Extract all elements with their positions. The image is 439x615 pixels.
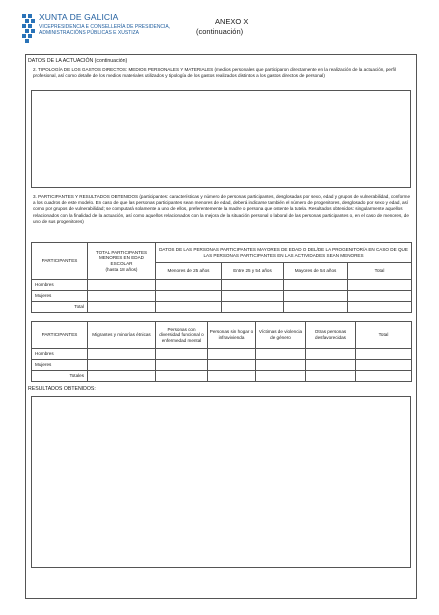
- t2-cell[interactable]: [156, 360, 208, 371]
- t2-cell[interactable]: [256, 349, 306, 360]
- t2-cell[interactable]: [208, 349, 256, 360]
- t1-total-minors-range: (hasta 18 años): [105, 266, 138, 272]
- t2-col-homeless: Personas sin hogar o infravivienda: [208, 322, 256, 349]
- t1-row-total: Total: [32, 302, 88, 313]
- t1-cell[interactable]: [222, 302, 284, 313]
- t2-cell[interactable]: [356, 360, 412, 371]
- t2-cell[interactable]: [306, 349, 356, 360]
- t1-cell[interactable]: [222, 280, 284, 291]
- annex-title: ANEXO X: [215, 17, 249, 26]
- t2-cell[interactable]: [256, 360, 306, 371]
- t1-group-header: DATOS DE LAS PERSONAS PARTICIPANTES MAYORES DE EDAD O DEL/DE LA PROGENITOR/A EN CASO DE QUE LAS PERSONAS PARTICIPANTES EN LAS ACTIVIDADES SEAN MENORES: [156, 243, 412, 263]
- t1-cell[interactable]: [156, 302, 222, 313]
- t1-cell[interactable]: [348, 302, 412, 313]
- t1-col-total: Total: [348, 263, 412, 280]
- section-title: DATOS DE LA ACTUACIÓN (continuación): [28, 58, 128, 64]
- item3-description: 3. PARTICIPANTES Y RESULTADOS OBTENIDOS (participantes: características y número de personas participantes, desglosadas por sexo, edad y grupos de vulnerabilidad, conforme a los cuadros de este modelo. En caso de que las personas participantes sean menores de edad, deberá indicarse también el número de progenitores, desglosado por sexo y edad, así como por grupos de vulnerabilidad; se computará solamente a uno de ellos, preferentemente la madre o persona que ostente la tutela. Resultados obtenidos: singularmente aquellos relacionados con la finalidad de la actuación, así como aquellos relacionados con la mejora de la situación personal o laboral de las personas participantes o, en el caso de menores, de uno de sus progenitores): [33, 194, 411, 224]
- t1-col-25-54: Entre 25 y 54 años: [222, 263, 284, 280]
- t1-cell[interactable]: [156, 291, 222, 302]
- t2-cell[interactable]: [208, 360, 256, 371]
- t2-col-disability: Personas con diversidad funcional o enfermedad mental: [156, 322, 208, 349]
- t2-row-total: Totales: [32, 371, 88, 382]
- org-name: XUNTA DE GALICIA: [39, 12, 119, 22]
- t2-cell[interactable]: [256, 371, 306, 382]
- t2-header-participants: PARTICIPANTES: [32, 322, 88, 349]
- t1-cell[interactable]: [348, 280, 412, 291]
- t1-cell[interactable]: [156, 280, 222, 291]
- results-label: RESULTADOS OBTENIDOS:: [28, 386, 96, 392]
- item2-description: 2. TIPOLOGÍA DE LOS GASTOS DIRECTOS: MEDIOS PERSONALES Y MATERIALES (medios personales que participaron directamente en la realización de la actuación, perfil profesional, así como detalle de los medios materiales utilizados y tipología de los gastos realizados distintos a los gastos directos de personal): [33, 67, 396, 79]
- t2-cell[interactable]: [356, 349, 412, 360]
- t1-header-total-minors: [88, 243, 156, 280]
- t1-col-over54: Mayores de 54 años: [284, 263, 348, 280]
- t1-cell[interactable]: [284, 302, 348, 313]
- org-subtitle: VICEPRESIDENCIA E CONSELLERÍA DE PRESIDENCIA, ADMINISTRACIÓNS PÚBLICAS E XUSTIZA: [39, 24, 171, 36]
- t2-cell[interactable]: [88, 371, 156, 382]
- t2-cell[interactable]: [156, 349, 208, 360]
- t2-cell[interactable]: [156, 371, 208, 382]
- t1-cell[interactable]: [222, 291, 284, 302]
- t1-cell[interactable]: [88, 291, 156, 302]
- t2-col-migrants: Migrantes y minorías étnicas: [88, 322, 156, 349]
- t1-header-participants: PARTICIPANTES: [32, 243, 88, 280]
- participants-age-table: [31, 242, 412, 313]
- t2-col-others: Otras personas desfavorecidas: [306, 322, 356, 349]
- t1-cell[interactable]: [348, 291, 412, 302]
- t1-cell[interactable]: [88, 280, 156, 291]
- t1-row-men: Hombres: [32, 280, 88, 291]
- t1-cell[interactable]: [284, 280, 348, 291]
- xunta-logo-icon: [22, 14, 35, 44]
- expenses-textarea[interactable]: [31, 90, 411, 188]
- t2-col-violence: Víctimas de violencia de género: [256, 322, 306, 349]
- t2-cell[interactable]: [208, 371, 256, 382]
- participants-vulnerability-table: [31, 321, 412, 382]
- t1-total-minors-label: TOTAL PARTICIPANTES MENORES EN EDAD ESCOLAR: [95, 249, 148, 266]
- t1-cell[interactable]: [88, 302, 156, 313]
- t2-row-women: Mujeres: [32, 360, 88, 371]
- t1-row-women: Mujeres: [32, 291, 88, 302]
- results-textarea[interactable]: [31, 396, 411, 568]
- t2-cell[interactable]: [306, 371, 356, 382]
- annex-subtitle: (continuación): [196, 27, 244, 36]
- t2-cell[interactable]: [306, 360, 356, 371]
- t2-row-men: Hombres: [32, 349, 88, 360]
- t2-cell[interactable]: [88, 349, 156, 360]
- t1-col-under25: Menores de 25 años: [156, 263, 222, 280]
- t1-cell[interactable]: [284, 291, 348, 302]
- t2-col-total: Total: [356, 322, 412, 349]
- t2-cell[interactable]: [88, 360, 156, 371]
- t2-cell[interactable]: [356, 371, 412, 382]
